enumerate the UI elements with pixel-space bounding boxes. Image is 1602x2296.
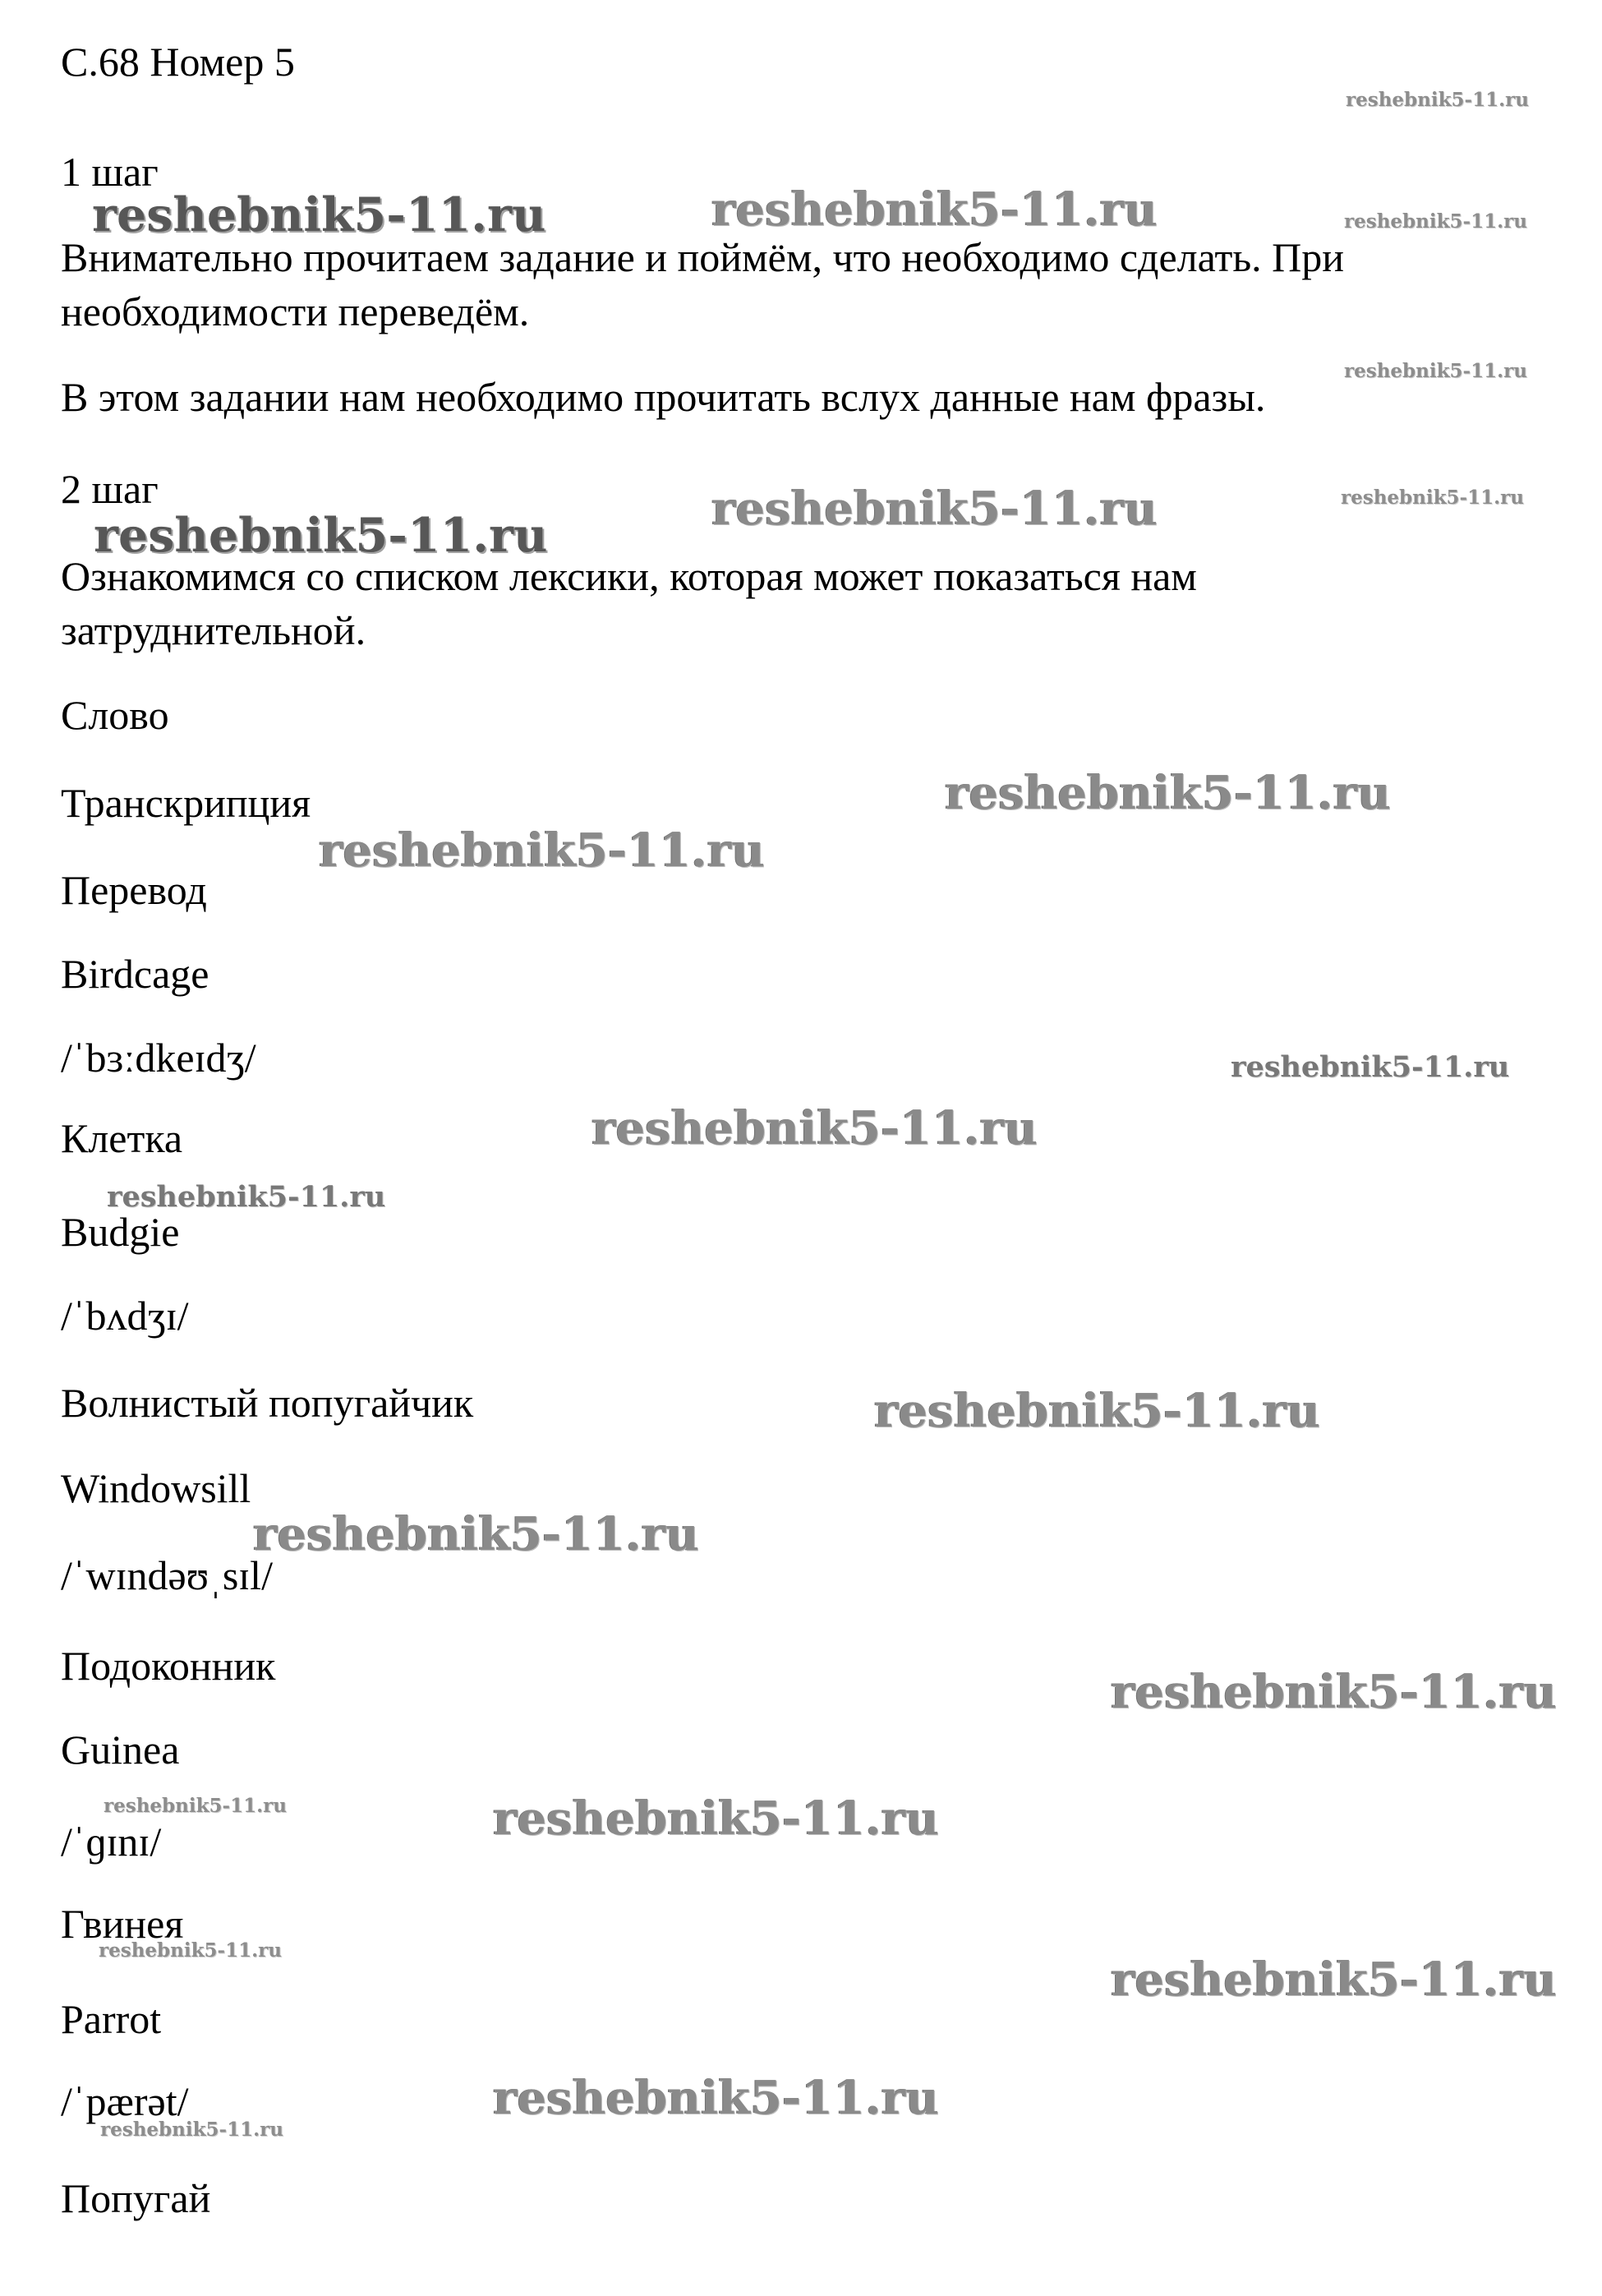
translation-parrot: Попугай (61, 2175, 211, 2221)
watermark: reshebnik5-11.ru (104, 1795, 287, 1817)
word-budgie: Budgie (61, 1209, 180, 1255)
translation-budgie: Волнистый попугайчик (61, 1380, 474, 1426)
translation-birdcage: Клетка (61, 1115, 183, 1161)
page-reference: С.68 Номер 5 (61, 39, 295, 85)
watermark: reshebnik5-11.ru (253, 1507, 699, 1561)
watermark: reshebnik5-11.ru (319, 823, 765, 878)
translation-windowsill: Подоконник (61, 1643, 276, 1689)
transcription-birdcage: /ˈbɜːdkeɪdʒ/ (61, 1035, 256, 1081)
transcription-windowsill: /ˈwɪndəʊˌsɪl/ (61, 1552, 273, 1598)
step-1-paragraph-line-1: Внимательно прочитаем задание и поймём, что необходимо сделать. При (61, 234, 1345, 280)
watermark: reshebnik5-11.ru (100, 2118, 283, 2141)
watermark: reshebnik5-11.ru (711, 482, 1158, 536)
column-header-translation: Перевод (61, 867, 207, 913)
word-birdcage: Birdcage (61, 951, 209, 997)
word-parrot: Parrot (61, 1996, 162, 2042)
watermark: reshebnik5-11.ru (1344, 210, 1527, 233)
translation-guinea: Гвинея (61, 1901, 184, 1947)
step-2-paragraph-line-1: Ознакомимся со списком лексики, которая может показаться нам (61, 553, 1197, 599)
step-1-paragraph-line-2: необходимости переведём. (61, 288, 530, 334)
word-windowsill: Windowsill (61, 1465, 251, 1511)
word-guinea: Guinea (61, 1727, 180, 1773)
watermark: reshebnik5-11.ru (94, 508, 548, 563)
task-description: В этом задании нам необходимо прочитать вслух данные нам фразы. (61, 374, 1266, 420)
watermark: reshebnik5-11.ru (592, 1101, 1038, 1155)
watermark: reshebnik5-11.ru (1231, 1050, 1510, 1084)
watermark: reshebnik5-11.ru (874, 1384, 1320, 1438)
transcription-budgie: /ˈbʌdʒɪ/ (61, 1293, 189, 1339)
watermark: reshebnik5-11.ru (1344, 360, 1527, 382)
watermark: reshebnik5-11.ru (1111, 1665, 1557, 1719)
watermark: reshebnik5-11.ru (711, 182, 1158, 237)
watermark: reshebnik5-11.ru (107, 1180, 386, 1214)
step-1-label: 1 шаг (61, 149, 159, 195)
watermark: reshebnik5-11.ru (1346, 89, 1529, 111)
watermark: reshebnik5-11.ru (99, 1939, 282, 1962)
column-header-transcription: Транскрипция (61, 780, 311, 826)
watermark: reshebnik5-11.ru (945, 766, 1391, 820)
transcription-parrot: /ˈpærət/ (61, 2078, 189, 2124)
transcription-guinea: /ˈɡɪnɪ/ (61, 1819, 162, 1865)
watermark: reshebnik5-11.ru (493, 1791, 939, 1846)
watermark: reshebnik5-11.ru (493, 2071, 939, 2125)
step-2-label: 2 шаг (61, 466, 159, 512)
watermark: reshebnik5-11.ru (1341, 486, 1524, 509)
watermark: reshebnik5-11.ru (92, 187, 546, 242)
column-header-word: Слово (61, 692, 169, 738)
step-2-paragraph-line-2: затруднительной. (61, 607, 366, 653)
watermark: reshebnik5-11.ru (1111, 1953, 1557, 2007)
